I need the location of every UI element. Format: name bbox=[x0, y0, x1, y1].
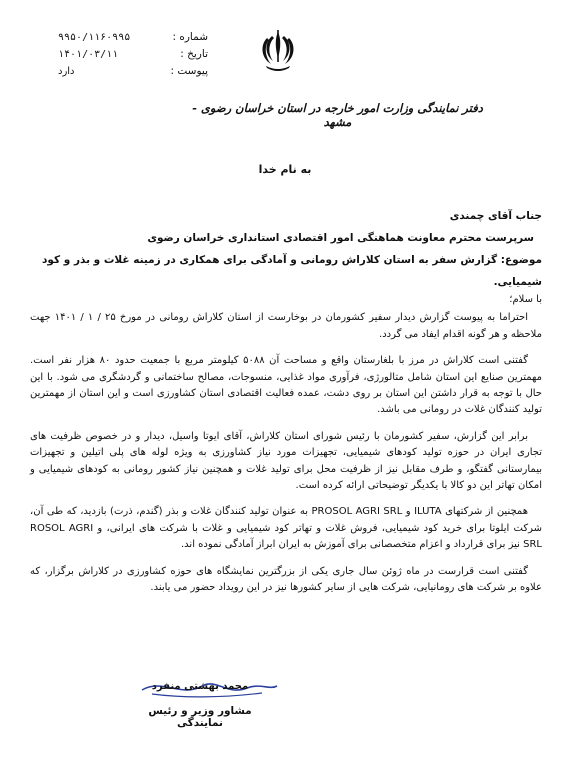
recipient-block bbox=[30, 205, 542, 288]
subject-line: موضوع: گزارش سفر به استان کلاراش رومانی و آمادگی برای همکاری در زمینه غلات و بذر و کود شیمیایی. bbox=[42, 254, 542, 288]
attachment-value: دارد bbox=[58, 66, 75, 77]
number-label: شماره : bbox=[172, 31, 208, 43]
greeting: با سلام؛ bbox=[509, 294, 542, 305]
attachment-row bbox=[58, 63, 208, 80]
number-row bbox=[58, 29, 208, 46]
paragraph-2: گفتنی است کلاراش در مرز با بلغارستان واقع و مساحت آن ۵۰۸۸ کیلومتر مربع با جمعیت حدود ۸۰ هزار نفر است. مهمترین صنایع این استان شامل متالورژی، فرآوری مواد غذایی، منسوجات، مصالح ساختمانی و گردشگری می شود. با این حال با توجه به قرار داشتن این استان بر روی دشت، عمده فعالیت اقتصادی استان کشاورزی است و این استان از مهمترین تولید کنندگان غلات در رومانی می باشد. bbox=[30, 355, 542, 416]
iran-emblem-icon bbox=[258, 28, 298, 74]
office-title: دفتر نمایندگی وزارت امور خارجه در استان خراسان رضوی - مشهد bbox=[192, 101, 483, 129]
paragraph-1: احتراما به پیوست گزارش دیدار سفیر کشورمان در بوخارست از استان کلاراش رومانی در مورخ ۲۵ / ۱ / ۱۴۰۱ جهت ملاحظه و هر گونه اقدام ایفاد می گردد. bbox=[30, 312, 542, 340]
attachment-label: پیوست : bbox=[170, 65, 208, 77]
paragraph-4: همچنین از شرکتهای ILUTA و PROSOL AGRI SRL به عنوان تولید کنندگان غلات و بذر (گندم، ذرت) بازدید، که طی آن، شرکت ایلوتا برای خرید کود شیمیایی، فروش غلات و تهاتر کود شیمیایی و غلات با شرکت های ایرانی، و ROSOL AGRI SRL نیز برای قرارداد و اعزام متخصصانی برای آموزش به ایران ابراز آمادگی نموده اند. bbox=[30, 506, 542, 551]
number-value: ۹۹۵۰/۱۱۶۰۹۹۵ bbox=[58, 32, 131, 43]
date-label: تاریخ : bbox=[180, 48, 208, 60]
signer-name: محمد بهشتی منفرد bbox=[151, 681, 249, 692]
signer-title: مشاور وزیر و رئیس نمایندگی bbox=[148, 705, 252, 729]
recipient-name: جناب آقای چمندی bbox=[449, 210, 542, 222]
date-value: ۱۴۰۱/۰۳/۱۱ bbox=[58, 49, 119, 60]
paragraph-3: برابر این گزارش، سفیر کشورمان با رئیس شورای استان کلاراش، آقای ایوتا واسیل، دیدار و در خصوص ظرفیت های تجاری ایران در حوزه تولید کودهای شیمیایی، تجهیزات مورد نیاز کشاورزی به ویژه لوله های پلی اتیلین و تجهیزات بیمارستانی گفتگو، و طرف مقابل نیز از ظرفیت محل برای تولید غلات و همچنین نیاز کشور رومانی به کودهای شیمیایی و امکان تهاتر این دو کالا با یکدیگر توضیحاتی ارائه کرده است. bbox=[30, 430, 542, 492]
letter-meta bbox=[58, 29, 208, 80]
bismillah: به نام خدا bbox=[258, 163, 312, 176]
recipient-position: سرپرست محترم معاونت هماهنگی امور اقتصادی استانداری خراسان رضوی bbox=[147, 232, 534, 244]
letter-body bbox=[30, 292, 542, 607]
paragraph-5: گفتنی است قرارست در ماه ژوئن سال جاری یکی از بزرگترین نمایشگاه های حوزه کشاورزی در کلاراش برگزار، که علاوه بر شرکت های رومانیایی، شرکت هایی از سایر کشورها نیز در این رویداد حضور می یابند. bbox=[30, 565, 542, 594]
date-row bbox=[58, 46, 208, 63]
